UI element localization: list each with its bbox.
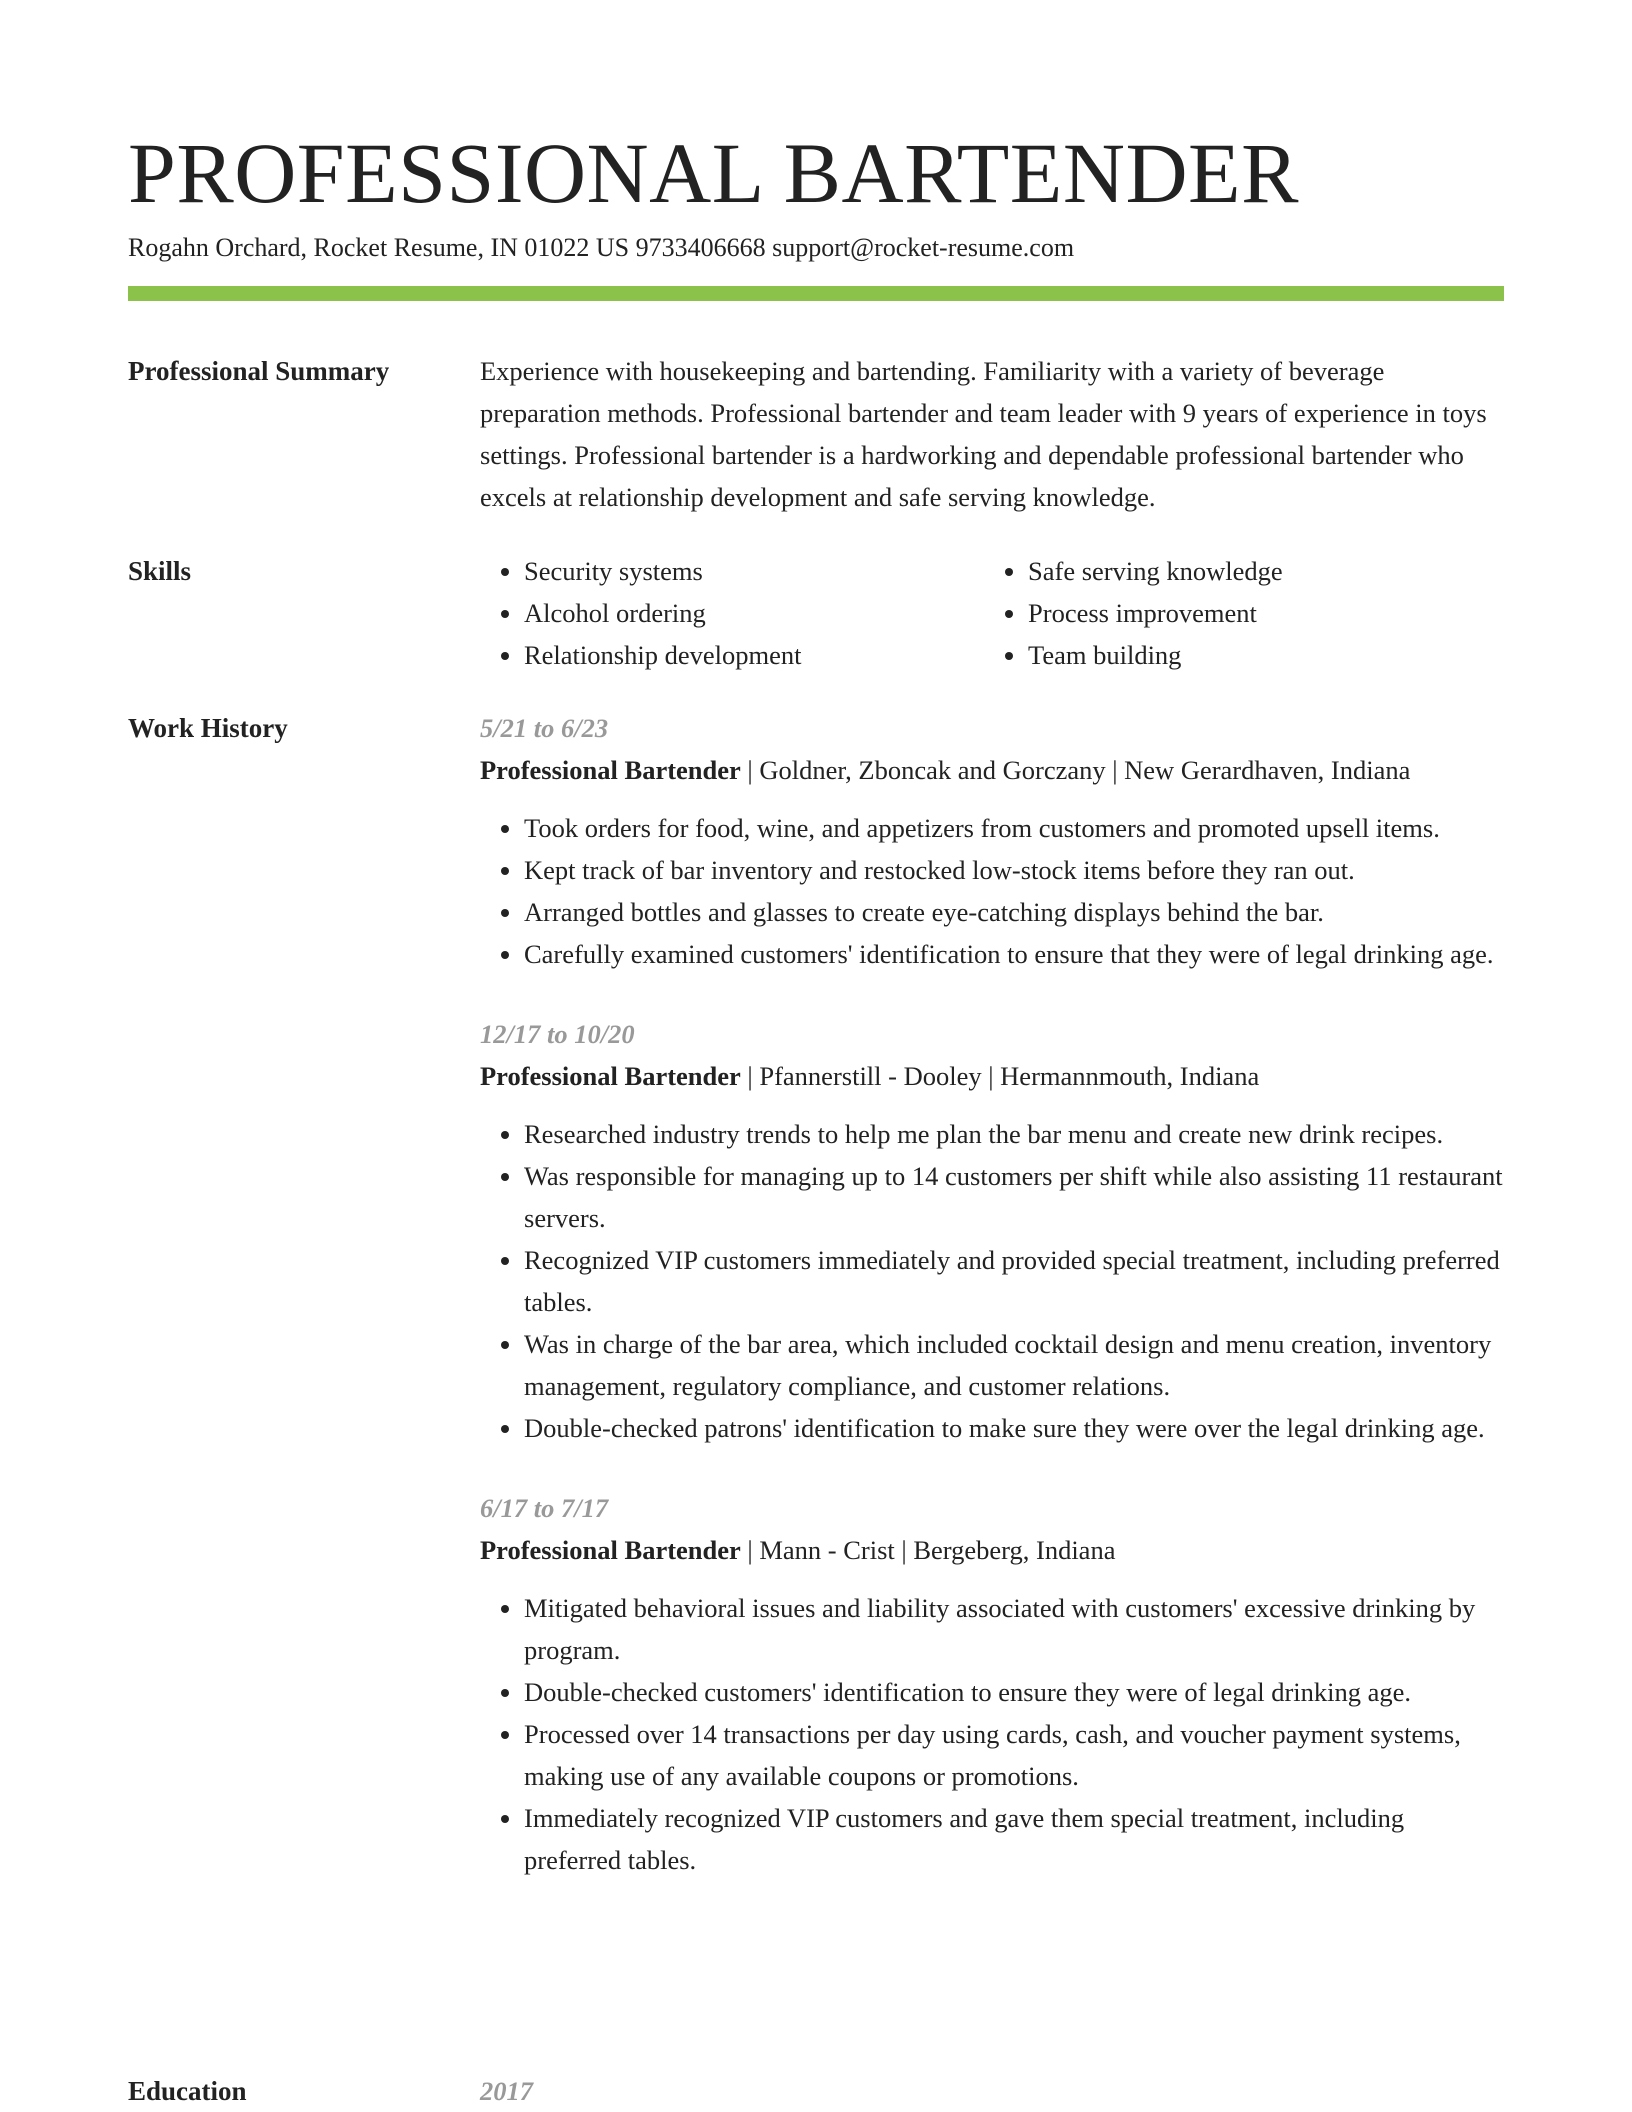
work-history-label: Work History: [128, 713, 288, 743]
skill-item: • Team building: [1028, 634, 1488, 676]
job-bullet: • Double-checked patrons' identification to make sure they were over the legal drinking age.: [524, 1407, 1504, 1449]
skill-item: • Safe serving knowledge: [1028, 550, 1488, 592]
job-dates: 5/21 to 6/23: [480, 713, 609, 743]
job-bullet: • Kept track of bar inventory and restocked low-stock items before they ran out.: [524, 849, 1504, 891]
education-year: 2017: [480, 2076, 533, 2106]
job-bullets: [480, 807, 1504, 975]
job-dates: 6/17 to 7/17: [480, 1493, 609, 1523]
job-title: Professional Bartender: [480, 1535, 741, 1565]
resume-title: PROFESSIONAL BARTENDER: [128, 125, 1299, 221]
job-bullet: • Double-checked customers' identification to ensure they were of legal drinking age.: [524, 1671, 1504, 1713]
summary-text: Experience with housekeeping and bartending. Familiarity with a variety of beverage preparation methods. Professional bartender and team leader with 9 years of experience in toys settings. Professional bartender is a hardworking and dependable professional bartender who excels at relationship development and safe serving knowledge.: [480, 356, 1487, 512]
skills-content: [480, 550, 1504, 676]
job-bullets: [480, 1587, 1504, 1881]
job-details: | Pfannerstill - Dooley | Hermannmouth, Indiana: [740, 1061, 1260, 1091]
job-bullet: • Took orders for food, wine, and appetizers from customers and promoted upsell items.: [524, 807, 1504, 849]
job-entry: [480, 707, 1504, 975]
job-bullet: • Arranged bottles and glasses to create eye-catching displays behind the bar.: [524, 891, 1504, 933]
job-bullet: • Was responsible for managing up to 14 customers per shift while also assisting 11 restaurant servers.: [524, 1155, 1504, 1239]
skill-item: • Relationship development: [524, 634, 984, 676]
skills-label: Skills: [128, 556, 192, 586]
education-label: Education: [128, 2076, 247, 2106]
skills-column-left: [480, 550, 984, 676]
job-bullet: • Processed over 14 transactions per day using cards, cash, and voucher payment systems, making use of any available coupons or promotions.: [524, 1713, 1504, 1797]
job-heading: [480, 1529, 1504, 1571]
header-divider: [128, 286, 1504, 301]
job-bullets: [480, 1113, 1504, 1449]
job-title: Professional Bartender: [480, 755, 741, 785]
job-details: | Mann - Crist | Bergeberg, Indiana: [740, 1535, 1116, 1565]
skills-list-left: [480, 550, 984, 676]
job-details: | Goldner, Zboncak and Gorczany | New Gerardhaven, Indiana: [740, 755, 1411, 785]
job-bullet: • Carefully examined customers' identification to ensure that they were of legal drinking age.: [524, 933, 1504, 975]
job-heading: [480, 749, 1504, 791]
job-entry: [480, 1487, 1504, 1881]
job-bullet: • Recognized VIP customers immediately and provided special treatment, including preferred tables.: [524, 1239, 1504, 1323]
job-bullet: • Mitigated behavioral issues and liability associated with customers' excessive drinking by program.: [524, 1587, 1504, 1671]
job-bullet: • Was in charge of the bar area, which included cocktail design and menu creation, inventory management, regulatory compliance, and customer relations.: [524, 1323, 1504, 1407]
contact-line: Rogahn Orchard, Rocket Resume, IN 01022 US 9733406668 support@rocket-resume.com: [128, 233, 1075, 262]
summary-label: Professional Summary: [128, 356, 390, 386]
summary-content: [480, 350, 1504, 518]
job-bullet: • Immediately recognized VIP customers and gave them special treatment, including preferred tables.: [524, 1797, 1504, 1881]
skill-item: • Alcohol ordering: [524, 592, 984, 634]
skills-grid: [480, 550, 1504, 676]
education-content: [480, 2070, 1504, 2112]
skills-list-right: [984, 550, 1488, 676]
job-dates: 12/17 to 10/20: [480, 1019, 635, 1049]
skills-column-right: [984, 550, 1488, 676]
job-bullet: • Researched industry trends to help me plan the bar menu and create new drink recipes.: [524, 1113, 1504, 1155]
job-heading: [480, 1055, 1504, 1097]
skill-item: • Security systems: [524, 550, 984, 592]
skill-item: • Process improvement: [1028, 592, 1488, 634]
job-entry: [480, 1013, 1504, 1449]
job-title: Professional Bartender: [480, 1061, 741, 1091]
work-history-content: [480, 707, 1504, 1919]
